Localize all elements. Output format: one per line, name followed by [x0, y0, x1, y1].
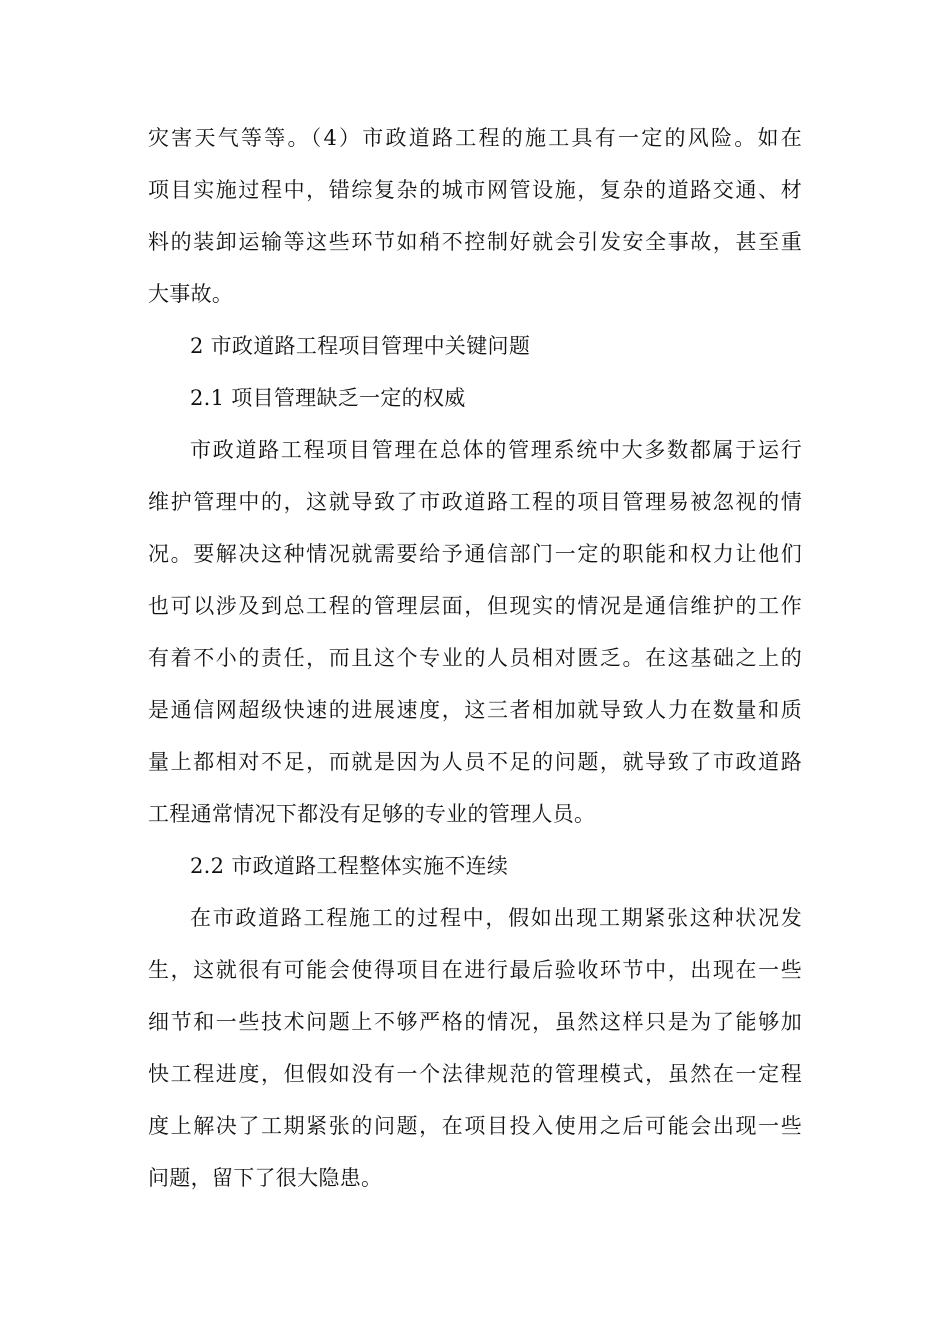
- text-line: 大事故。: [148, 282, 234, 306]
- section-heading-2: 2 市政道路工程项目管理中关键问题: [190, 334, 531, 358]
- paragraph-disaster-risk: [148, 112, 802, 320]
- text-line: 生，这就很有可能会使得项目在进行最后验收环节中，出现在一些: [148, 958, 802, 982]
- text-line: 是通信网超级快速的进展速度，这三者相加就导致人力在数量和质: [148, 698, 802, 722]
- text-line: 快工程进度，但假如没有一个法律规范的管理模式，虽然在一定程: [148, 1062, 802, 1086]
- text-line: 也可以涉及到总工程的管理层面，但现实的情况是通信维护的工作: [148, 594, 802, 618]
- text-line: 度上解决了工期紧张的问题，在项目投入使用之后可能会出现一些: [148, 1114, 802, 1138]
- text-line: 况。要解决这种情况就需要给予通信部门一定的职能和权力让他们: [148, 542, 802, 566]
- text-line: 在市政道路工程施工的过程中，假如出现工期紧张这种状况发: [190, 906, 802, 930]
- text-line: 市政道路工程项目管理在总体的管理系统中大多数都属于运行: [190, 438, 802, 462]
- text-line: 问题，留下了很大隐患。: [148, 1166, 383, 1190]
- text-line: 量上都相对不足，而就是因为人员不足的问题，就导致了市政道路: [148, 750, 802, 774]
- document-page: [148, 112, 802, 1204]
- text-line: 工程通常情况下都没有足够的专业的管理人员。: [148, 802, 596, 826]
- text-line: 维护管理中的，这就导致了市政道路工程的项目管理易被忽视的情: [148, 490, 802, 514]
- paragraph-authority: [148, 424, 802, 840]
- paragraph-continuity: [148, 892, 802, 1204]
- text-line: 有着不小的责任，而且这个专业的人员相对匮乏。在这基础之上的: [148, 646, 802, 670]
- text-line: 细节和一些技术问题上不够严格的情况，虽然这样只是为了能够加: [148, 1010, 802, 1034]
- text-line: 灾害天气等等。（4）市政道路工程的施工具有一定的风险。如在: [148, 126, 802, 150]
- subsection-heading-2-1: 2.1 项目管理缺乏一定的权威: [190, 386, 466, 410]
- text-line: 项目实施过程中，错综复杂的城市网管设施，复杂的道路交通、材: [148, 178, 802, 202]
- text-line: 料的装卸运输等这些环节如稍不控制好就会引发安全事故，甚至重: [148, 230, 802, 254]
- subsection-heading-2-2: 2.2 市政道路工程整体实施不连续: [190, 854, 509, 878]
